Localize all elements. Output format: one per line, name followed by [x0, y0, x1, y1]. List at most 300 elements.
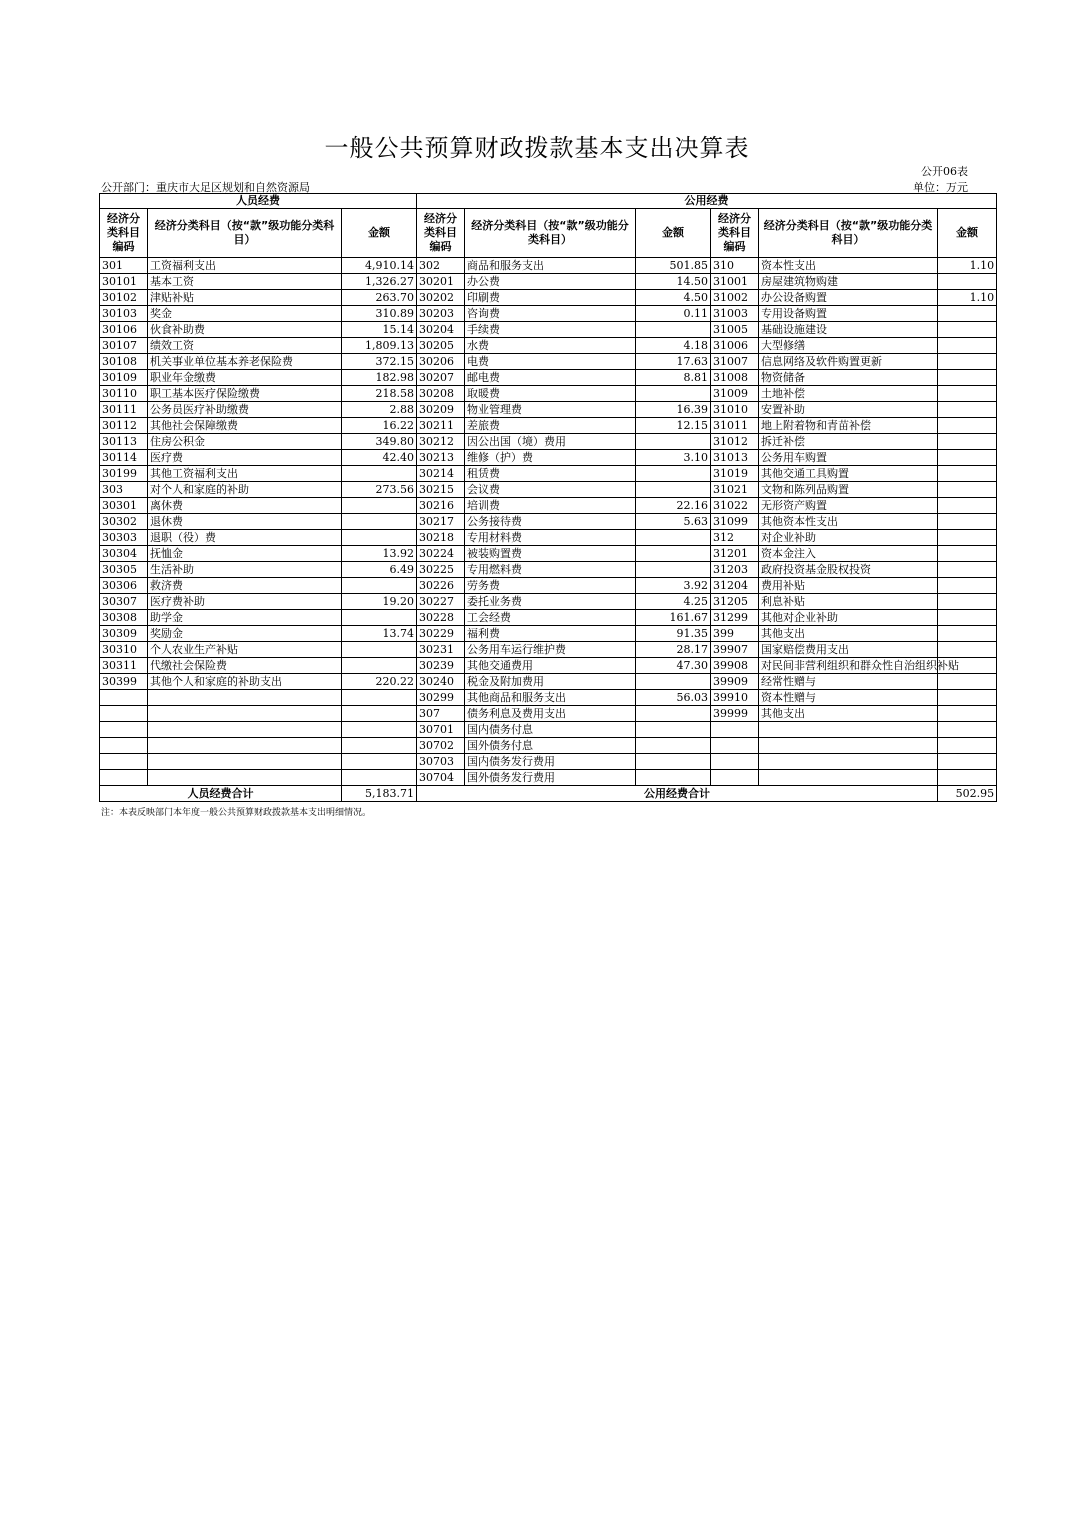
amount-cell: [636, 434, 711, 450]
amount-cell: 15.14: [342, 322, 417, 338]
code-cell: 30206: [417, 354, 465, 370]
subject-cell: 信息网络及软件购置更新: [759, 354, 938, 370]
amount-cell: [938, 706, 997, 722]
amount-cell: 310.89: [342, 306, 417, 322]
amount-cell: [636, 754, 711, 770]
subject-cell: 医疗费: [148, 450, 342, 466]
amount-cell: 5.63: [636, 514, 711, 530]
subject-cell: 奖励金: [148, 626, 342, 642]
table-row: [100, 546, 997, 562]
table-row: [100, 290, 997, 306]
unit-label: 单位：万元: [913, 181, 968, 194]
table-row: [100, 370, 997, 386]
page-title: 一般公共预算财政拨款基本支出决算表: [324, 134, 750, 162]
code-cell: 30212: [417, 434, 465, 450]
subject-cell: 差旅费: [465, 418, 636, 434]
table-row: [100, 306, 997, 322]
code-cell: 30217: [417, 514, 465, 530]
subject-cell: 绩效工资: [148, 338, 342, 354]
code-cell: [100, 770, 148, 786]
subject-cell: 政府投资基金股权投资: [759, 562, 938, 578]
amount-cell: 501.85: [636, 258, 711, 274]
amount-cell: [938, 738, 997, 754]
subject-cell: 基础设施建设: [759, 322, 938, 338]
amount-cell: [342, 706, 417, 722]
code-cell: 31013: [711, 450, 759, 466]
table-row: [100, 514, 997, 530]
table-row: [100, 402, 997, 418]
code-cell: 31203: [711, 562, 759, 578]
amount-cell: [938, 546, 997, 562]
amount-cell: [938, 578, 997, 594]
code-cell: 30102: [100, 290, 148, 306]
code-cell: [100, 754, 148, 770]
subject-cell: 伙食补助费: [148, 322, 342, 338]
amount-cell: [342, 466, 417, 482]
amount-cell: [938, 514, 997, 530]
code-cell: 30207: [417, 370, 465, 386]
code-cell: 399: [711, 626, 759, 642]
subject-cell: 取暖费: [465, 386, 636, 402]
subject-header: 经济分类科目（按“款”级功能分类科目）: [759, 209, 938, 258]
table-row: [100, 562, 997, 578]
subject-cell: 租赁费: [465, 466, 636, 482]
code-cell: [100, 722, 148, 738]
code-cell: 31204: [711, 578, 759, 594]
code-cell: 30702: [417, 738, 465, 754]
subject-cell: 奖金: [148, 306, 342, 322]
subject-cell: 国内债务付息: [465, 722, 636, 738]
public-total-label: 公用经费合计: [417, 786, 938, 802]
code-cell: [711, 770, 759, 786]
subject-cell: 其他交通费用: [465, 658, 636, 674]
amount-cell: [342, 722, 417, 738]
code-cell: 30228: [417, 610, 465, 626]
code-cell: [711, 722, 759, 738]
subject-cell: 福利费: [465, 626, 636, 642]
code-cell: 30299: [417, 690, 465, 706]
subject-cell: 住房公积金: [148, 434, 342, 450]
code-cell: 31009: [711, 386, 759, 402]
amount-cell: 8.81: [636, 370, 711, 386]
subject-cell: 离休费: [148, 498, 342, 514]
amount-cell: [342, 754, 417, 770]
amount-cell: [938, 626, 997, 642]
code-cell: 30101: [100, 274, 148, 290]
amount-cell: 14.50: [636, 274, 711, 290]
amount-cell: 3.10: [636, 450, 711, 466]
code-cell: 31002: [711, 290, 759, 306]
subject-cell: 其他资本性支出: [759, 514, 938, 530]
subject-cell: 劳务费: [465, 578, 636, 594]
amount-cell: 47.30: [636, 658, 711, 674]
subject-cell: 公务用车运行维护费: [465, 642, 636, 658]
code-cell: 30240: [417, 674, 465, 690]
code-cell: 30304: [100, 546, 148, 562]
table-row: [100, 738, 997, 754]
amount-cell: [938, 450, 997, 466]
subject-cell: 其他支出: [759, 626, 938, 642]
code-cell: 30703: [417, 754, 465, 770]
code-cell: 30204: [417, 322, 465, 338]
code-cell: 30227: [417, 594, 465, 610]
code-cell: 30215: [417, 482, 465, 498]
subject-cell: 退职（役）费: [148, 530, 342, 546]
subject-cell: [759, 722, 938, 738]
subject-cell: 公务接待费: [465, 514, 636, 530]
amount-cell: [636, 738, 711, 754]
amount-header: 金额: [636, 209, 711, 258]
subject-cell: 费用补贴: [759, 578, 938, 594]
code-cell: 310: [711, 258, 759, 274]
expenditure-table: [99, 193, 997, 802]
table-row: [100, 642, 997, 658]
subject-cell: 基本工资: [148, 274, 342, 290]
subject-cell: [148, 738, 342, 754]
amount-cell: 4,910.14: [342, 258, 417, 274]
subject-cell: 印刷费: [465, 290, 636, 306]
subject-cell: 国外债务付息: [465, 738, 636, 754]
subject-cell: 对企业补助: [759, 530, 938, 546]
amount-cell: 42.40: [342, 450, 417, 466]
code-cell: 30311: [100, 658, 148, 674]
subject-cell: 文物和陈列品购置: [759, 482, 938, 498]
personnel-total-label: 人员经费合计: [100, 786, 342, 802]
code-cell: 39908: [711, 658, 759, 674]
code-header: 经济分类科目编码: [417, 209, 465, 258]
code-cell: 30701: [417, 722, 465, 738]
subject-cell: 代缴社会保险费: [148, 658, 342, 674]
table-row: [100, 450, 997, 466]
amount-cell: [938, 338, 997, 354]
amount-cell: [636, 770, 711, 786]
amount-cell: [938, 402, 997, 418]
code-cell: [711, 754, 759, 770]
amount-cell: 13.74: [342, 626, 417, 642]
amount-cell: 349.80: [342, 434, 417, 450]
amount-cell: 372.15: [342, 354, 417, 370]
table-row: [100, 626, 997, 642]
subject-cell: 债务利息及费用支出: [465, 706, 636, 722]
amount-cell: 182.98: [342, 370, 417, 386]
subject-cell: [148, 722, 342, 738]
subject-cell: 被装购置费: [465, 546, 636, 562]
code-cell: [100, 706, 148, 722]
code-cell: 30213: [417, 450, 465, 466]
amount-cell: [342, 738, 417, 754]
subject-header: 经济分类科目（按“款”级功能分类科目）: [148, 209, 342, 258]
amount-cell: [636, 706, 711, 722]
subject-cell: [148, 690, 342, 706]
amount-cell: [938, 690, 997, 706]
subject-cell: 物资储备: [759, 370, 938, 386]
code-cell: 30110: [100, 386, 148, 402]
amount-cell: 220.22: [342, 674, 417, 690]
subject-cell: [148, 706, 342, 722]
subject-cell: 邮电费: [465, 370, 636, 386]
amount-cell: 19.20: [342, 594, 417, 610]
code-cell: 30108: [100, 354, 148, 370]
amount-cell: [938, 306, 997, 322]
subject-cell: 助学金: [148, 610, 342, 626]
code-cell: 39910: [711, 690, 759, 706]
amount-cell: 91.35: [636, 626, 711, 642]
table-row: [100, 338, 997, 354]
subject-cell: 手续费: [465, 322, 636, 338]
table-row: [100, 754, 997, 770]
subject-cell: 拆迁补偿: [759, 434, 938, 450]
amount-cell: 4.50: [636, 290, 711, 306]
amount-cell: [938, 498, 997, 514]
code-cell: 30202: [417, 290, 465, 306]
code-cell: 30112: [100, 418, 148, 434]
table-row: [100, 706, 997, 722]
subject-cell: 工资福利支出: [148, 258, 342, 274]
code-cell: 30309: [100, 626, 148, 642]
amount-cell: [636, 386, 711, 402]
subject-cell: 大型修缮: [759, 338, 938, 354]
amount-cell: 273.56: [342, 482, 417, 498]
personnel-header: 人员经费: [100, 194, 417, 209]
code-cell: 30109: [100, 370, 148, 386]
table-row: [100, 466, 997, 482]
code-cell: 30218: [417, 530, 465, 546]
code-header: 经济分类科目编码: [100, 209, 148, 258]
subject-cell: 公务员医疗补助缴费: [148, 402, 342, 418]
subject-cell: 专用材料费: [465, 530, 636, 546]
subject-cell: 其他支出: [759, 706, 938, 722]
table-row: [100, 610, 997, 626]
code-cell: 31019: [711, 466, 759, 482]
amount-cell: [938, 370, 997, 386]
amount-cell: 218.58: [342, 386, 417, 402]
subject-cell: 其他交通工具购置: [759, 466, 938, 482]
subject-cell: 其他社会保障缴费: [148, 418, 342, 434]
amount-cell: [938, 610, 997, 626]
code-cell: 30205: [417, 338, 465, 354]
code-cell: 39909: [711, 674, 759, 690]
subject-cell: 救济费: [148, 578, 342, 594]
department-label: 公开部门：重庆市大足区规划和自然资源局: [101, 181, 310, 194]
code-cell: 31201: [711, 546, 759, 562]
table-row: [100, 386, 997, 402]
code-cell: 31001: [711, 274, 759, 290]
code-cell: 31003: [711, 306, 759, 322]
subject-cell: 生活补助: [148, 562, 342, 578]
code-cell: 312: [711, 530, 759, 546]
table-row: [100, 594, 997, 610]
subject-cell: 委托业务费: [465, 594, 636, 610]
code-cell: 31205: [711, 594, 759, 610]
amount-cell: [938, 530, 997, 546]
code-cell: 31011: [711, 418, 759, 434]
table-row: [100, 274, 997, 290]
code-cell: 31010: [711, 402, 759, 418]
subject-cell: 安置补助: [759, 402, 938, 418]
amount-cell: [938, 642, 997, 658]
amount-cell: 3.92: [636, 578, 711, 594]
amount-cell: 161.67: [636, 610, 711, 626]
amount-cell: 6.49: [342, 562, 417, 578]
code-cell: [711, 738, 759, 754]
amount-cell: 1.10: [938, 290, 997, 306]
subject-cell: 对民间非营利组织和群众性自治组织补贴: [759, 658, 938, 674]
subject-cell: [759, 738, 938, 754]
amount-cell: 2.88: [342, 402, 417, 418]
subject-cell: 个人农业生产补贴: [148, 642, 342, 658]
subject-cell: 国家赔偿费用支出: [759, 642, 938, 658]
subject-cell: 其他商品和服务支出: [465, 690, 636, 706]
code-cell: 31099: [711, 514, 759, 530]
code-cell: 30209: [417, 402, 465, 418]
amount-cell: 56.03: [636, 690, 711, 706]
subject-cell: 退休费: [148, 514, 342, 530]
code-cell: 31006: [711, 338, 759, 354]
amount-cell: [342, 690, 417, 706]
code-cell: 31012: [711, 434, 759, 450]
subject-cell: 资本性支出: [759, 258, 938, 274]
subject-cell: 医疗费补助: [148, 594, 342, 610]
amount-cell: [938, 562, 997, 578]
code-header: 经济分类科目编码: [711, 209, 759, 258]
personnel-total-value: 5,183.71: [342, 786, 417, 802]
amount-cell: [938, 418, 997, 434]
code-cell: 303: [100, 482, 148, 498]
amount-cell: [342, 770, 417, 786]
code-cell: 31005: [711, 322, 759, 338]
amount-cell: 17.63: [636, 354, 711, 370]
code-cell: 39907: [711, 642, 759, 658]
code-cell: 30305: [100, 562, 148, 578]
subject-cell: 办公设备购置: [759, 290, 938, 306]
code-cell: 30214: [417, 466, 465, 482]
table-row: [100, 322, 997, 338]
subject-cell: [759, 754, 938, 770]
amount-cell: [938, 754, 997, 770]
subject-cell: 其他对企业补助: [759, 610, 938, 626]
public-header: 公用经费: [417, 194, 997, 209]
amount-cell: [938, 674, 997, 690]
subject-cell: 会议费: [465, 482, 636, 498]
amount-cell: 4.18: [636, 338, 711, 354]
totals-row: [100, 786, 997, 802]
subject-cell: 无形资产购置: [759, 498, 938, 514]
code-cell: 30224: [417, 546, 465, 562]
code-cell: 30226: [417, 578, 465, 594]
amount-cell: [636, 674, 711, 690]
subject-cell: 抚恤金: [148, 546, 342, 562]
subject-cell: 因公出国（境）费用: [465, 434, 636, 450]
subject-cell: 房屋建筑物购建: [759, 274, 938, 290]
table-row: [100, 690, 997, 706]
code-cell: 30399: [100, 674, 148, 690]
code-cell: 30201: [417, 274, 465, 290]
subject-cell: 办公费: [465, 274, 636, 290]
amount-cell: [636, 322, 711, 338]
code-cell: 39999: [711, 706, 759, 722]
table-row: [100, 418, 997, 434]
code-cell: 30199: [100, 466, 148, 482]
subject-cell: 对个人和家庭的补助: [148, 482, 342, 498]
subject-header: 经济分类科目（按“款”级功能分类科目）: [465, 209, 636, 258]
amount-cell: [342, 514, 417, 530]
table-row: [100, 258, 997, 274]
amount-cell: 12.15: [636, 418, 711, 434]
code-cell: 30114: [100, 450, 148, 466]
code-cell: 30208: [417, 386, 465, 402]
subject-cell: 经常性赠与: [759, 674, 938, 690]
amount-cell: [636, 546, 711, 562]
subject-cell: 维修（护）费: [465, 450, 636, 466]
amount-cell: 16.22: [342, 418, 417, 434]
code-cell: 30301: [100, 498, 148, 514]
table-row: [100, 658, 997, 674]
subject-cell: 地上附着物和青苗补偿: [759, 418, 938, 434]
amount-cell: [342, 578, 417, 594]
code-cell: 302: [417, 258, 465, 274]
code-cell: 30307: [100, 594, 148, 610]
table-row: [100, 498, 997, 514]
subject-cell: 机关事业单位基本养老保险费: [148, 354, 342, 370]
subject-cell: 物业管理费: [465, 402, 636, 418]
code-cell: 30203: [417, 306, 465, 322]
amount-cell: [342, 610, 417, 626]
amount-cell: [938, 386, 997, 402]
code-cell: 30704: [417, 770, 465, 786]
amount-cell: 22.16: [636, 498, 711, 514]
subject-cell: 商品和服务支出: [465, 258, 636, 274]
table-row: [100, 354, 997, 370]
code-cell: 31021: [711, 482, 759, 498]
code-cell: 307: [417, 706, 465, 722]
code-cell: 31022: [711, 498, 759, 514]
code-cell: 30303: [100, 530, 148, 546]
amount-cell: 28.17: [636, 642, 711, 658]
amount-cell: 263.70: [342, 290, 417, 306]
table-row: [100, 674, 997, 690]
code-cell: 30107: [100, 338, 148, 354]
code-cell: 30229: [417, 626, 465, 642]
code-cell: 30106: [100, 322, 148, 338]
amount-header: 金额: [342, 209, 417, 258]
code-cell: 30239: [417, 658, 465, 674]
subject-cell: 其他个人和家庭的补助支出: [148, 674, 342, 690]
table-row: [100, 722, 997, 738]
subject-cell: 职工基本医疗保险缴费: [148, 386, 342, 402]
code-cell: 30302: [100, 514, 148, 530]
code-cell: 30211: [417, 418, 465, 434]
form-number: 公开06表: [921, 165, 968, 178]
amount-cell: [636, 530, 711, 546]
code-cell: 31008: [711, 370, 759, 386]
subject-cell: 水费: [465, 338, 636, 354]
amount-cell: 1,326.27: [342, 274, 417, 290]
subject-cell: 土地补偿: [759, 386, 938, 402]
subject-cell: 职业年金缴费: [148, 370, 342, 386]
amount-cell: [636, 562, 711, 578]
code-cell: [100, 690, 148, 706]
public-total-value: 502.95: [938, 786, 997, 802]
amount-cell: 16.39: [636, 402, 711, 418]
amount-cell: [938, 274, 997, 290]
amount-cell: 1,809.13: [342, 338, 417, 354]
subject-cell: 培训费: [465, 498, 636, 514]
code-cell: 30113: [100, 434, 148, 450]
amount-cell: [938, 722, 997, 738]
code-cell: 30103: [100, 306, 148, 322]
code-cell: 30111: [100, 402, 148, 418]
code-cell: 30310: [100, 642, 148, 658]
